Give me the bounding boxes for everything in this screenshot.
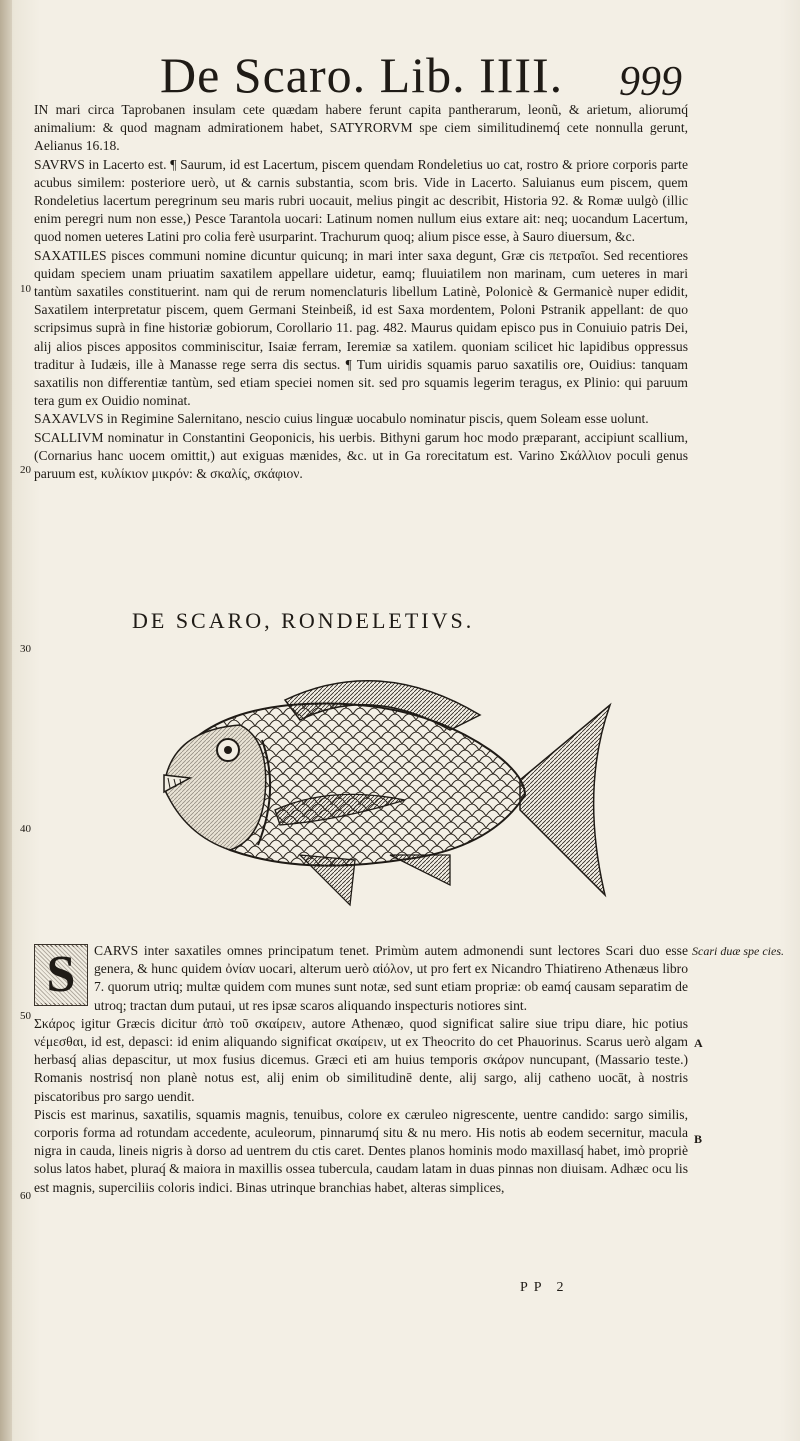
line-number: 30 [20,643,31,655]
paragraph-taprobane: IN mari circa Taprobanen insulam cete quædam habere ferunt capita pantherarum, leonũ, & arietum, aliorumq́ animalium: & quod magnam admirationem habet, SATYRORVM spe ciem similitudinemq́ cete nonnulla gerunt, Aelianus 16.18. [34,102,688,154]
line-number: 20 [20,464,31,476]
decorated-initial: S [34,944,88,1006]
section-title: DE SCARO, RONDELETIVS. [132,608,475,633]
margin-letter-b: B [694,1132,703,1146]
line-number: 10 [20,283,31,295]
line-number: 60 [20,1190,31,1202]
line-number: 40 [20,823,31,835]
paragraph-saxaulus: SAXAVLVS in Regimine Salernitano, nescio cuius linguæ uocabulo nominatur piscis, quem Soleam esse uolunt. [34,411,649,427]
paragraph-scallium: SCALLIVM nominatur in Constantini Geoponicis, his uerbis. Bithyni garum hoc modo præparant, accipiunt scallium, (Cornarius hanc uocem omittit,) aut exiguas mænides, &c. ut in Ga rorecitatum est. Varino Σκάλλιον poculi genus paruum est, κυλίκιον μικρόν: & σκαλίς, σκάφιον. [34,429,688,482]
paragraph-scarus-intro: CARVS inter saxatiles omnes principatum tenet. Primùm autem admonendi sunt lectores Scari duo esse genera, & hunc quidem ὀνίαν uocari, alterum uerò αἰόλον, ut pro fert ex Nicandro Thiatireno Athenæus libro 7. quorum utriq; multæ quidem com munes sunt notæ, sed sunt etiam propriæ: ob eamq́ causam separatim de utroq; tractan dum putaui, ut res ipsæ scaros aliquando inspecturis notiores sint. [94,943,688,1013]
signature-mark: PP 2 [520,1280,570,1295]
paragraph-saxatiles: SAXATILES pisces communi nomine dicuntur quicunq; in mari inter saxa degunt, Græ cis πετραῖοι. Sed recentiores quidam speciem unam priuatim saxatilem appellare uidetur, eamq; fluuiatilem non marinam, cum ueteres in mari tantùm saxatiles constituerint. nam qui de rerum nomenclaturis libellum Latinè, Polonicè & Germanicè nuper edidit, Saxatilem interpretatur piscem, quem Germani Steinbeiß, id est Saxa mordentem, Poloni Pstranik appellant: de quo scripsimus suprà in fine historiæ gobiorum, Corollario 11. pag. 482. Maurus quidam episco pus in Conuiuio patris Dei, alij alios pisces appositos comminiscitur, Isaiæ ferram, Ieremiæ sa xatilem. quoniam scilicet hic lapidibus oppressus traditur à Iudæis, ille à Manasse rege serra dis sectus. ¶ Tum uiridis squamis paruo saxatilis ore, Ouidius: tanquam saxatilis non differentiæ tantùm, sed etiam speciei nomen sit. sed pro squamis legerim teragus, ex Plinio: qui paruum tera gum ex Ouidio nominat. [34,247,688,409]
paragraph-saurus: SAVRVS in Lacerto est. ¶ Saurum, id est Lacertum, piscem quendam Rondeletius uo cat, rostro & priore corporis parte acubus similem: posteriore uerò, ut & carnis substantia, scom bris. Vide in Lacerto. Saluianus eum piscem, quem Rondeletius lacertum peregrinum seu maris rubri uocauit, melius pingit ac describit, Historia 92. & Romæ uulgò (illic enim peregri num non esse,) Pesce Tarantola uocari: Latinum nomen nullum eius extare ait: neq; uocandum Lacertum, quod nomen ueteres Latini pro colia ferè usurparint. Trachurum quoq; alium pisce esse, à Sauro diuersum, &c. [34,156,688,245]
text-block-lower [34,942,688,1197]
margin-letter-a: A [694,1036,703,1050]
running-head: De Scaro. Lib. IIII. [160,47,564,103]
page-header [150,40,710,110]
scarus-fish-woodcut [150,660,620,920]
page-number: 999 [619,59,682,105]
paragraph-scarus-description: Piscis est marinus, saxatilis, squamis magnis, tenuibus, colore ex cæruleo nigrescente, uentre candido: sargo similis, corporis forma ad rotundam accedente, aculeorum, pinnarumq́ situ & nu mero. His notis ab eodem secernitur, macula nigra in cauda, lineis nigris à dorso ad uentrem du ctis caret. Dentes planos hominis modo maxillasq́ habet, imò propriè solus latos habet, pluraq́ & maiora in maxillis ossea tubercula, caudam latam in duas pinnas non diuisam. Adhæc ocu lis est magnis, superciliis coloris indici. Binas utrinque branchias habet, alteras simplices, [34,1106,688,1195]
page-gutter [0,0,12,1441]
paragraph-scarus-name: Σκάρος igitur Græcis dicitur ἀπὸ τοῦ σκαίρειν, autore Athenæo, quod significat salire siue tripu diare, hic potius νέμεσθαι, id est, depasci: id enim aliquando significat σκαίρειν, ut ex Theocrito do cet Phauorinus. Scarus uerò algam herbasq́ alias depascitur, ut mox fusius dicemus. Græci eti am huius temporis σκάρον nuncupant, (Massario teste.) Romanis nostrisq́ non planè notus est, alij enim ob similitudinē dente, alij sargo, alij catheno uocāt, à nostris piscatoribus pro sargo uendit. [34,1015,688,1104]
line-number: 50 [20,1010,31,1022]
text-block-upper [34,101,688,483]
margin-note-species: Scari duæ spe cies. [692,944,784,958]
